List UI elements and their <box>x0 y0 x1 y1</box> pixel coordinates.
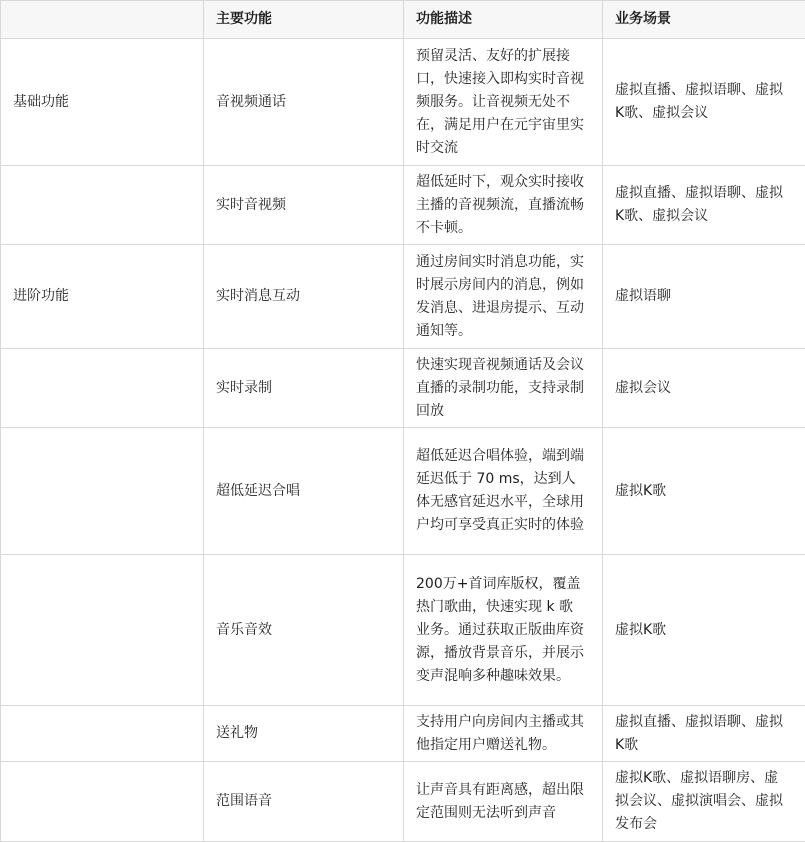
description-cell: 支持用户向房间内主播或其他指定用户赠送礼物。 <box>404 706 603 762</box>
scenario-cell: 虚拟会议 <box>603 349 805 428</box>
scenario-cell: 虚拟K歌、虚拟语聊房、虚拟会议、虚拟演唱会、虚拟发布会 <box>603 762 805 842</box>
table-row <box>1 166 805 245</box>
table-row <box>1 428 805 555</box>
description-cell: 预留灵活、友好的扩展接口，快速接入即构实时音视频服务。让音视频无处不在，满足用户在元宇宙里实时交流 <box>404 39 603 166</box>
feature-cell: 实时消息互动 <box>204 245 404 349</box>
scenario-cell: 虚拟K歌 <box>603 555 805 706</box>
description-cell: 超低延时下，观众实时接收主播的音视频流，直播流畅不卡顿。 <box>404 166 603 245</box>
description-cell: 让声音具有距离感，超出限定范围则无法听到声音 <box>404 762 603 842</box>
scenario-cell: 虚拟直播、虚拟语聊、虚拟K歌、虚拟会议 <box>603 166 805 245</box>
feature-cell: 超低延迟合唱 <box>204 428 404 555</box>
table-row <box>1 706 805 762</box>
table-row <box>1 245 805 349</box>
scenario-cell: 虚拟直播、虚拟语聊、虚拟K歌 <box>603 706 805 762</box>
scenario-cell: 虚拟K歌 <box>603 428 805 555</box>
table-row <box>1 555 805 706</box>
header-scenario: 业务场景 <box>603 1 805 39</box>
description-cell: 快速实现音视频通话及会议直播的录制功能，支持录制回放 <box>404 349 603 428</box>
header-feature: 主要功能 <box>204 1 404 39</box>
category-cell <box>1 349 204 428</box>
feature-cell: 实时录制 <box>204 349 404 428</box>
category-cell <box>1 555 204 706</box>
scenario-cell: 虚拟直播、虚拟语聊、虚拟K歌、虚拟会议 <box>603 39 805 166</box>
table-row <box>1 349 805 428</box>
description-cell: 通过房间实时消息功能，实时展示房间内的消息，例如发消息、进退房提示、互动通知等。 <box>404 245 603 349</box>
scenario-cell: 虚拟语聊 <box>603 245 805 349</box>
category-cell <box>1 166 204 245</box>
feature-cell: 送礼物 <box>204 706 404 762</box>
table-header-row <box>1 1 805 39</box>
description-cell: 200万+首词库版权，覆盖热门歌曲，快速实现 k 歌业务。通过获取正版曲库资源，播放背景音乐，并展示变声混响多种趣味效果。 <box>404 555 603 706</box>
category-cell: 基础功能 <box>1 39 204 166</box>
feature-cell: 音乐音效 <box>204 555 404 706</box>
feature-cell: 实时音视频 <box>204 166 404 245</box>
description-cell: 超低延迟合唱体验，端到端延迟低于 70 ms，达到人体无感官延迟水平，全球用户均可享受真正实时的体验 <box>404 428 603 555</box>
feature-cell: 音视频通话 <box>204 39 404 166</box>
category-cell <box>1 706 204 762</box>
header-category <box>1 1 204 39</box>
category-cell: 进阶功能 <box>1 245 204 349</box>
category-cell <box>1 428 204 555</box>
header-description: 功能描述 <box>404 1 603 39</box>
feature-cell: 范围语音 <box>204 762 404 842</box>
category-cell <box>1 762 204 842</box>
table-row <box>1 39 805 166</box>
table-row <box>1 762 805 842</box>
